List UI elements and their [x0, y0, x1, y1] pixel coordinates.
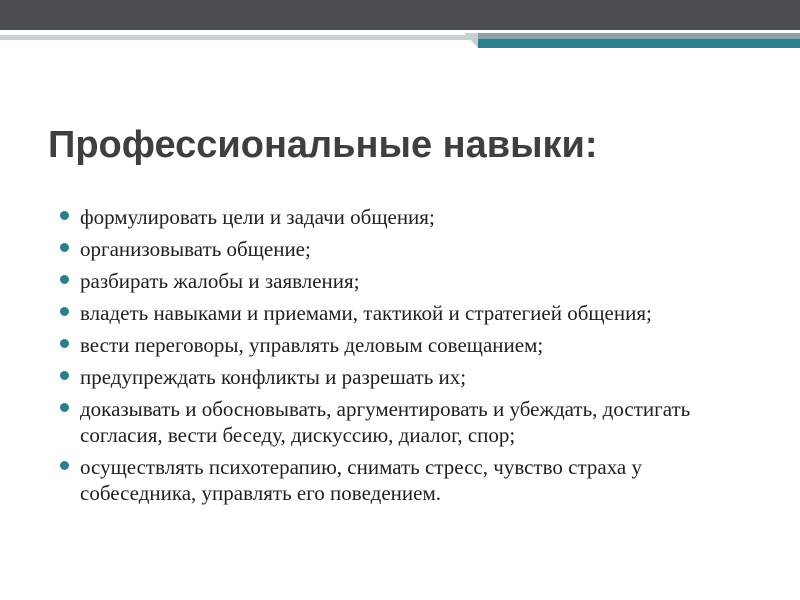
- bullet-item: [60, 268, 760, 294]
- bullet-text: владеть навыками и приемами, тактикой и стратегией общения;: [80, 301, 652, 325]
- bullet-dot-icon: [60, 211, 69, 220]
- bullet-item: [60, 332, 760, 358]
- top-bar: [0, 0, 800, 30]
- accent-triangle: [464, 33, 478, 48]
- bullet-item: [60, 454, 760, 506]
- bullet-item: [60, 364, 760, 390]
- bullet-list: [60, 204, 760, 512]
- bullet-item: [60, 236, 760, 262]
- bullet-dot-icon: [60, 403, 69, 412]
- bullet-dot-icon: [60, 307, 69, 316]
- bullet-dot-icon: [60, 461, 69, 470]
- bullet-dot-icon: [60, 243, 69, 252]
- bullet-item: [60, 204, 760, 230]
- slide-title: Профессиональные навыки:: [48, 124, 598, 166]
- bullet-text: разбирать жалобы и заявления;: [80, 269, 360, 293]
- bullet-text: осуществлять психотерапию, снимать стресс, чувство страха у собеседника, управлять его поведением.: [80, 455, 642, 505]
- bullet-dot-icon: [60, 371, 69, 380]
- bullet-item: [60, 396, 760, 448]
- bullet-item: [60, 300, 760, 326]
- bullet-dot-icon: [60, 339, 69, 348]
- bullet-text: предупреждать конфликты и разрешать их;: [80, 365, 467, 389]
- bullet-text: формулировать цели и задачи общения;: [80, 205, 435, 229]
- bullet-dot-icon: [60, 275, 69, 284]
- accent-block: [478, 33, 800, 48]
- bullet-text: доказывать и обосновывать, аргументировать и убеждать, достигать согласия, вести беседу, дискуссию, диалог, спор;: [80, 397, 691, 447]
- bullet-text: организовывать общение;: [80, 237, 311, 261]
- accent-line: [0, 35, 470, 40]
- bullet-text: вести переговоры, управлять деловым совещанием;: [80, 333, 544, 357]
